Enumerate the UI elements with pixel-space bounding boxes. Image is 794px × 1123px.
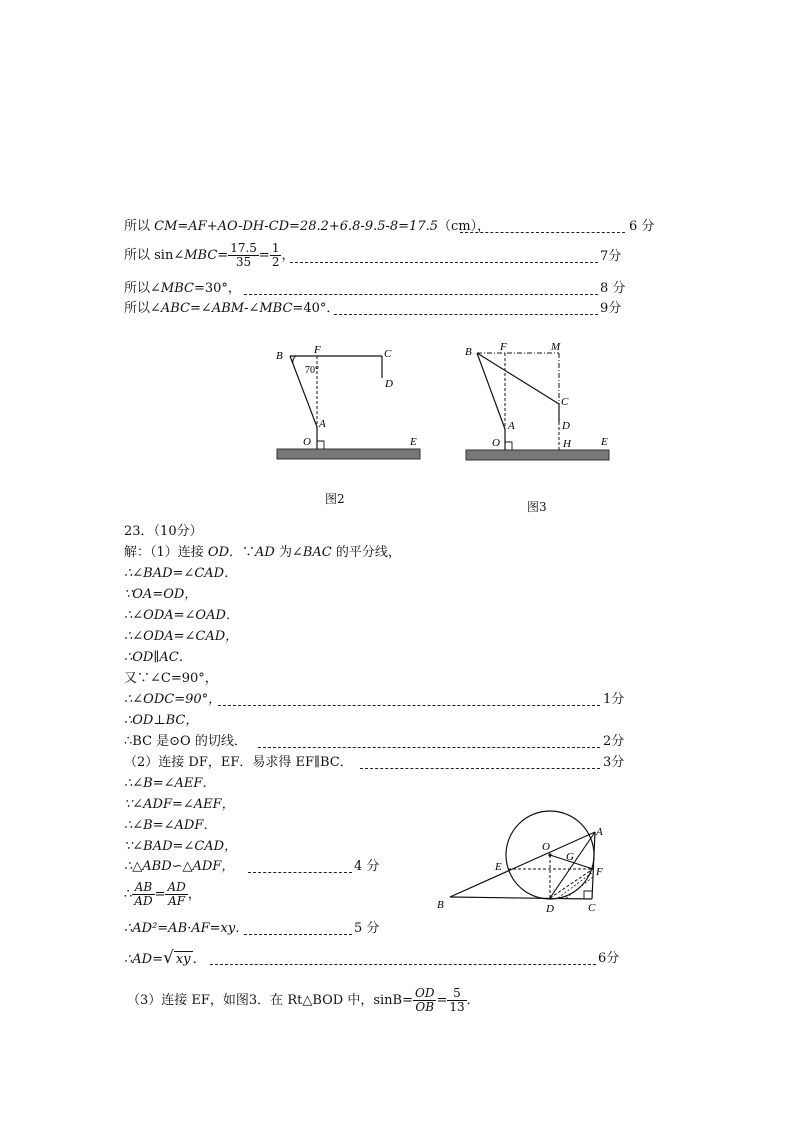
label-o: O — [492, 437, 500, 449]
label-g: G — [566, 851, 574, 863]
label-f: F — [596, 866, 603, 878]
leader-dots — [258, 747, 600, 748]
fraction — [413, 987, 436, 1014]
numerator: 5 — [447, 987, 466, 1001]
label-a: A — [319, 418, 326, 430]
hatch-line — [558, 872, 593, 898]
step-19 — [124, 950, 206, 968]
question-title: 23．（10分） — [124, 524, 203, 539]
figure-3-caption: 图3 — [527, 500, 547, 514]
score-6b: 6分 — [598, 951, 620, 966]
score-3: 3分 — [603, 755, 625, 770]
variable: OD — [207, 545, 229, 560]
denominator: AD — [134, 894, 153, 908]
ground-bar — [277, 449, 420, 459]
figure-2 — [260, 335, 440, 470]
step-5: ∴∠ODA=∠CAD， — [124, 629, 239, 644]
ground-bar — [466, 450, 609, 460]
equals: = — [154, 887, 166, 902]
expression: ABC=∠ABM-∠MBC — [160, 301, 293, 316]
figure-3 — [455, 335, 625, 470]
equals: = — [258, 248, 270, 263]
leader-dots — [248, 872, 352, 873]
figure-circle — [430, 805, 620, 920]
label-o: O — [303, 436, 311, 448]
text: ∴ — [124, 887, 133, 902]
hatch-line — [566, 877, 593, 898]
step-4: ∴∠ODA=∠OAD． — [124, 608, 239, 623]
center-dot — [548, 853, 551, 856]
fraction — [447, 987, 466, 1014]
text: =30°， — [193, 281, 241, 296]
line-sin-mbc — [124, 241, 294, 271]
score-5: 5 分 — [354, 921, 380, 936]
text: ， — [187, 887, 201, 902]
text: =40°． — [292, 301, 340, 316]
line-abc-40 — [124, 300, 339, 317]
label-d: D — [546, 903, 554, 915]
label-b: B — [465, 346, 472, 358]
angle-arc — [293, 356, 296, 363]
label-a: A — [508, 420, 515, 432]
leader-dots — [460, 232, 625, 233]
step-18: ∴AD²=AB·AF=xy． — [124, 921, 249, 936]
fraction — [270, 242, 282, 269]
text: 解：（1）连接 — [124, 545, 208, 560]
step-13: ∵∠ADF=∠AEF， — [124, 797, 235, 812]
equals: = — [217, 248, 229, 263]
label-b: B — [276, 350, 283, 362]
step-1 — [124, 544, 401, 561]
denominator: 2 — [271, 255, 280, 269]
step-2: ∴∠BAD=∠CAD． — [124, 566, 238, 581]
variable: MBC — [160, 281, 194, 296]
equals: = — [436, 993, 448, 1008]
label-c: C — [588, 902, 596, 914]
segment-bc — [477, 353, 559, 404]
leader-dots — [244, 294, 598, 295]
score-2: 2分 — [603, 734, 625, 749]
figure-2-caption: 图2 — [325, 492, 345, 506]
right-angle-mark — [317, 441, 324, 449]
text: 为∠ — [274, 545, 303, 560]
label-a: A — [596, 826, 603, 838]
label-d: D — [562, 420, 570, 432]
score-4: 4 分 — [354, 859, 380, 874]
text: （3）连接 EF，如图3．在 Rt△BOD 中，sinB= — [127, 993, 413, 1008]
label-e: E — [410, 436, 417, 448]
leader-dots — [210, 964, 596, 965]
step-12: ∴∠B=∠AEF． — [124, 776, 216, 791]
text: ∴AD= — [124, 952, 163, 967]
numerator: AB — [132, 881, 154, 895]
line-mbc-30 — [124, 280, 241, 297]
step-11: （2）连接 DF，EF．易求得 EF∥BC． — [124, 755, 353, 770]
label-o: O — [542, 841, 550, 853]
score-9: 9分 — [600, 301, 622, 316]
variable: BAC — [302, 545, 332, 560]
text: ． — [466, 993, 480, 1008]
label-b: B — [437, 899, 444, 911]
text: 所以∠ — [124, 301, 161, 316]
step-14: ∴∠B=∠ADF． — [124, 818, 217, 833]
score-8: 8 分 — [600, 281, 626, 296]
step-8: ∴∠ODC=90°， — [124, 692, 222, 707]
label-m: M — [551, 341, 561, 353]
label-c: C — [384, 348, 392, 360]
numerator: AD — [167, 880, 186, 894]
numerator: 17.5 — [230, 241, 257, 255]
step-17 — [124, 878, 201, 912]
text: 所以∠ — [124, 281, 161, 296]
label-e: E — [495, 861, 502, 873]
leader-dots — [218, 705, 600, 706]
expression: CM=AF+AO-DH-CD=28.2+6.8-9.5-8=17.5 — [154, 219, 439, 234]
denominator: 35 — [235, 255, 252, 269]
radicand: xy — [175, 952, 191, 967]
text: 的平分线， — [331, 545, 401, 560]
fraction — [228, 242, 259, 269]
leader-dots — [290, 262, 598, 263]
label-f: F — [500, 341, 507, 353]
text: （cm）， — [438, 219, 491, 234]
label-e: E — [601, 436, 608, 448]
step-6: ∴OD∥AC． — [124, 650, 192, 665]
right-angle-mark — [584, 891, 592, 899]
denominator: AF — [168, 894, 186, 908]
denominator: 13 — [449, 1000, 465, 1014]
right-angle-mark — [505, 442, 512, 450]
leader-dots — [334, 314, 598, 315]
angle-label: 70° — [305, 365, 319, 376]
step-20 — [127, 984, 480, 1018]
step-3: ∵OA=OD， — [124, 587, 198, 602]
sqrt-sign: √ — [162, 948, 174, 968]
text: ， — [281, 248, 295, 263]
segment-bc — [450, 897, 592, 899]
text: 所以 sin∠ — [124, 248, 185, 263]
variable: AD — [255, 545, 275, 560]
step-15: ∵∠BAD=∠CAD， — [124, 839, 238, 854]
label-d: D — [385, 378, 393, 390]
variable: MBC — [184, 248, 218, 263]
score-6: 6 分 — [629, 219, 655, 234]
denominator: OB — [415, 1000, 435, 1014]
leader-dots — [244, 934, 352, 935]
step-7: 又∵∠C=90°， — [124, 671, 218, 686]
numerator: 1 — [271, 241, 280, 255]
leader-dots — [360, 768, 600, 769]
step-16: ∴△ABD∽△ADF， — [124, 859, 235, 874]
step-10: ∴BC 是⊙O 的切线． — [124, 734, 247, 749]
step-9: ∴OD⊥BC， — [124, 713, 199, 728]
fraction — [132, 881, 154, 908]
label-h: H — [563, 438, 571, 450]
fraction — [165, 881, 187, 908]
label-c: C — [561, 396, 569, 408]
text: ．∵ — [229, 545, 256, 560]
score-1: 1分 — [603, 692, 625, 707]
text: ． — [192, 952, 206, 967]
numerator: OD — [414, 986, 435, 1000]
label-f: F — [314, 344, 321, 356]
text: 所以 — [124, 219, 155, 234]
score-7: 7分 — [600, 249, 622, 264]
line-cm — [124, 218, 490, 235]
segment-ba — [477, 353, 505, 429]
